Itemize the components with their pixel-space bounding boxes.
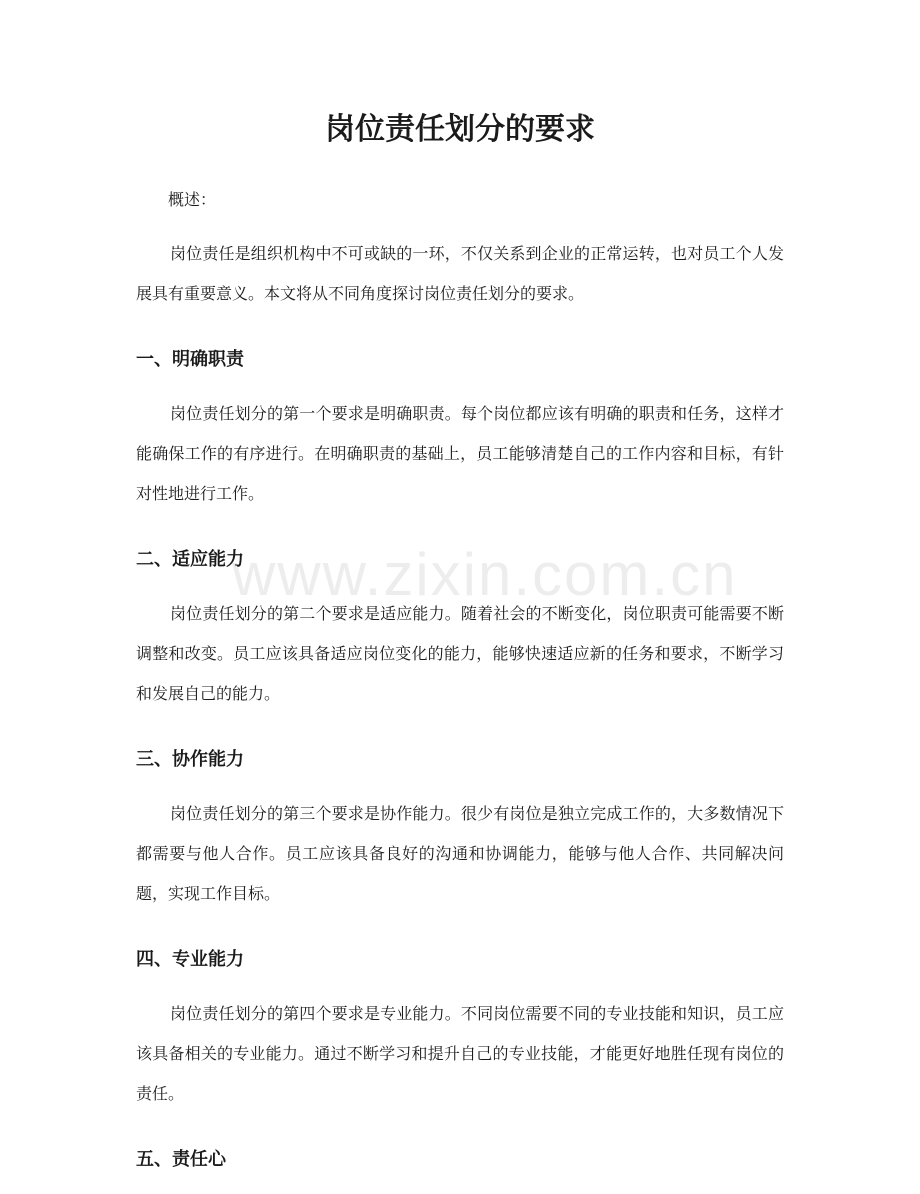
intro-paragraph: 岗位责任是组织机构中不可或缺的一环，不仅关系到企业的正常运转，也对员工个人发展具有重要意义。本文将从不同角度探讨岗位责任划分的要求。 bbox=[136, 244, 784, 303]
section-heading-3: 三、协作能力 bbox=[136, 749, 244, 770]
section-heading-4: 四、专业能力 bbox=[136, 949, 244, 970]
watermark: www.zixin.com.cn bbox=[232, 541, 738, 608]
document-body bbox=[136, 180, 784, 1194]
section-heading-5: 五、责任心 bbox=[136, 1149, 226, 1170]
section-body-4: 岗位责任划分的第四个要求是专业能力。不同岗位需要不同的专业技能和知识，员工应该具备相关的专业能力。通过不断学习和提升自己的专业技能，才能更好地胜任现有岗位的责任。 bbox=[136, 1004, 784, 1103]
section-body-2: 岗位责任划分的第二个要求是适应能力。随着社会的不断变化，岗位职责可能需要不断调整和改变。员工应该具备适应岗位变化的能力，能够快速适应新的任务和要求，不断学习和发展自己的能力。 bbox=[136, 604, 784, 703]
section-body-1: 岗位责任划分的第一个要求是明确职责。每个岗位都应该有明确的职责和任务，这样才能确保工作的有序进行。在明确职责的基础上，员工能够清楚自己的工作内容和目标，有针对性地进行工作。 bbox=[136, 404, 784, 503]
document-title: 岗位责任划分的要求 bbox=[325, 112, 595, 147]
section-heading-2: 二、适应能力 bbox=[136, 549, 244, 570]
section-body-3: 岗位责任划分的第三个要求是协作能力。很少有岗位是独立完成工作的，大多数情况下都需要与他人合作。员工应该具备良好的沟通和协调能力，能够与他人合作、共同解决问题，实现工作目标。 bbox=[136, 804, 784, 903]
overview-label: 概述： bbox=[168, 190, 217, 209]
section-heading-1: 一、明确职责 bbox=[136, 349, 244, 370]
